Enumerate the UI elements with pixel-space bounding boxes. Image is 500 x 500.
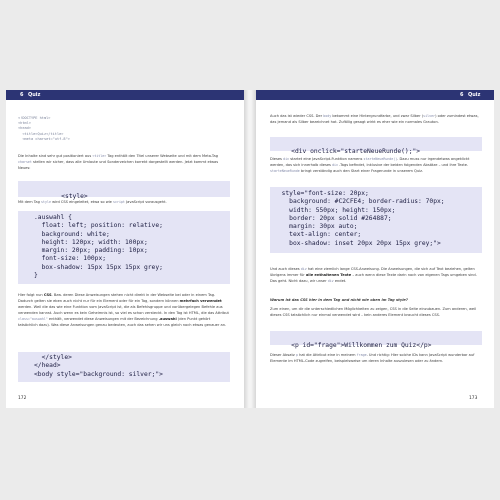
css-class-code-box: .auswahl { float: left; position: relative; background: white; height: 120px; width: 100px; margin: 20px; padding: 10px; font-size: 100px; box-shadow: 15px 15px 15px grey; } <box>18 211 230 284</box>
chapter-number: 6 <box>20 92 24 98</box>
html-head-code <box>18 116 70 142</box>
chapter-number: 6 <box>460 92 464 98</box>
paragraph: Und auch dieses div hat eine ziemlich lange CSS-Anweisung. Die Anweisungen, die sich auf Text beziehen, gelten übrigens immer für alle enthaltenen Texte – auch wenn diese Texte darin noch von eigenen Tags umgeben sind. Das geht. Nicht dazu, wir unser div endet. <box>270 267 477 283</box>
code-line: <title>Quiz</title> <box>18 131 64 136</box>
left-page <box>6 90 244 408</box>
paragraph: Dieser Absatz p hat die Attribut eine in meinem frage. Und richtig: Hier solche IDs kann JavaScript wunderbar auf Elemente im HTML-Code zugreifen, beispielsweise um deren Inhalte auszulesen oder zu ändern. <box>270 353 475 363</box>
paragraph: Auch das ist wieder CSS. Der body bekommt eine Hintergrundfarbe, und zwar Silber (silver) oder zumindest etwas, das jemand als Silber bezeichnet hat. Zufällig gesagt wirkt es eher wie ein normales Grauton. <box>270 114 479 124</box>
code-line: <head> <box>18 126 31 131</box>
paragraph: Dieses div startet eine JavaScript-Funktion namens starteNeueRunde(). Dazu muss nur irgendetwas angeklickt werden, das sich innerhalb dieses div -Tags befindet, inklusive der beiden folgenden Absätze – und ihre Texte. starteNeueRunde bringt verständig auch den Start einer Fragerunde in unserem Quiz. <box>270 157 470 173</box>
paragraph: Die Inhalte sind sehr gut positioniert aus <title> Tag enthält den Titel unserer Webseite und mit dem Meta-Tag charset stellen wir sicher, dass alle Umlaute und Sonderzeichen korrekt dargestellt werden. Jetzt kommt etwas Neues: <box>18 154 219 170</box>
style-attribute-code-box: style="font-size: 20px; background: #C2CFE4; border-radius: 70px; width: 550px; height: 150px; border: 20px solid #264887; margin: 30px auto; text-align: center; box-shadow: inset 20px 20px 15px grey;"> <box>270 187 482 253</box>
chapter-header-bar <box>256 90 494 100</box>
book-gutter <box>244 90 256 408</box>
body-code-box: </style> </head> <body style="background: silver;"> <box>18 352 230 382</box>
chapter-header-bar <box>6 90 244 100</box>
right-page <box>256 90 494 408</box>
code-line: <html> <box>18 121 31 126</box>
paragraph: Hier folgt nun CSS. Bzw. deren Diese Anweisungen stehen nicht direkt in der Webseite bei oder in einem Tag. Dadurch gelten sie eben auch nicht nur für ein Element oder für ein Tag, sondern können mehrfach verwendet werden. Weil die das wie eine Funktion vom JavaScript ist, die als Befehlsgruppe und vorübergelegen Befehle aus verwenden kannst. Auch wenn es kein Geheimnis ist, so viel es schon versteckt. In den Tag ist HTML, die das Attribut class="auswahl" enthält, verwendet diese Anweisungen mit der Bezeichnung .auswahl (den Punkt gehört tatsächlich dazu). Was diese Anweisungen genau bedeuten, auch das sehen wir uns gleich noch etwas genauer an. <box>18 293 229 327</box>
style-open-code-box: <style> <box>18 181 230 197</box>
chapter-title: Quiz <box>468 92 481 98</box>
code-line: <!DOCTYPE html> <box>18 116 51 120</box>
chapter-title: Quiz <box>28 92 41 98</box>
page-number: 172 <box>18 396 27 401</box>
page-number: 173 <box>469 396 478 401</box>
code-line: <meta charset="utf-8"> <box>18 136 70 141</box>
question-heading: Warum ist das CSS hier in dem Tag und nicht wie oben im Tag style? <box>270 298 408 302</box>
paragraph: Zum einen, um dir die unterschiedlichen Möglichkeiten zu zeigen, CSS in die Seite einzubauen. Zum anderen, weil dieses CSS tatsächlich nur einmal verwendet wird – kein anderes Element braucht dieses CSS. <box>270 307 477 317</box>
paragraph: Mit dem Tag style wird CSS eingeleitet, etwa so wie script JavaScript vorausgeht. <box>18 200 167 204</box>
p-element-code-box: <p id="frage">Willkommen zum Quiz</p> <box>270 331 482 345</box>
onclick-code-box: <div onclick="starteNeueRunde();"> <box>270 137 482 151</box>
